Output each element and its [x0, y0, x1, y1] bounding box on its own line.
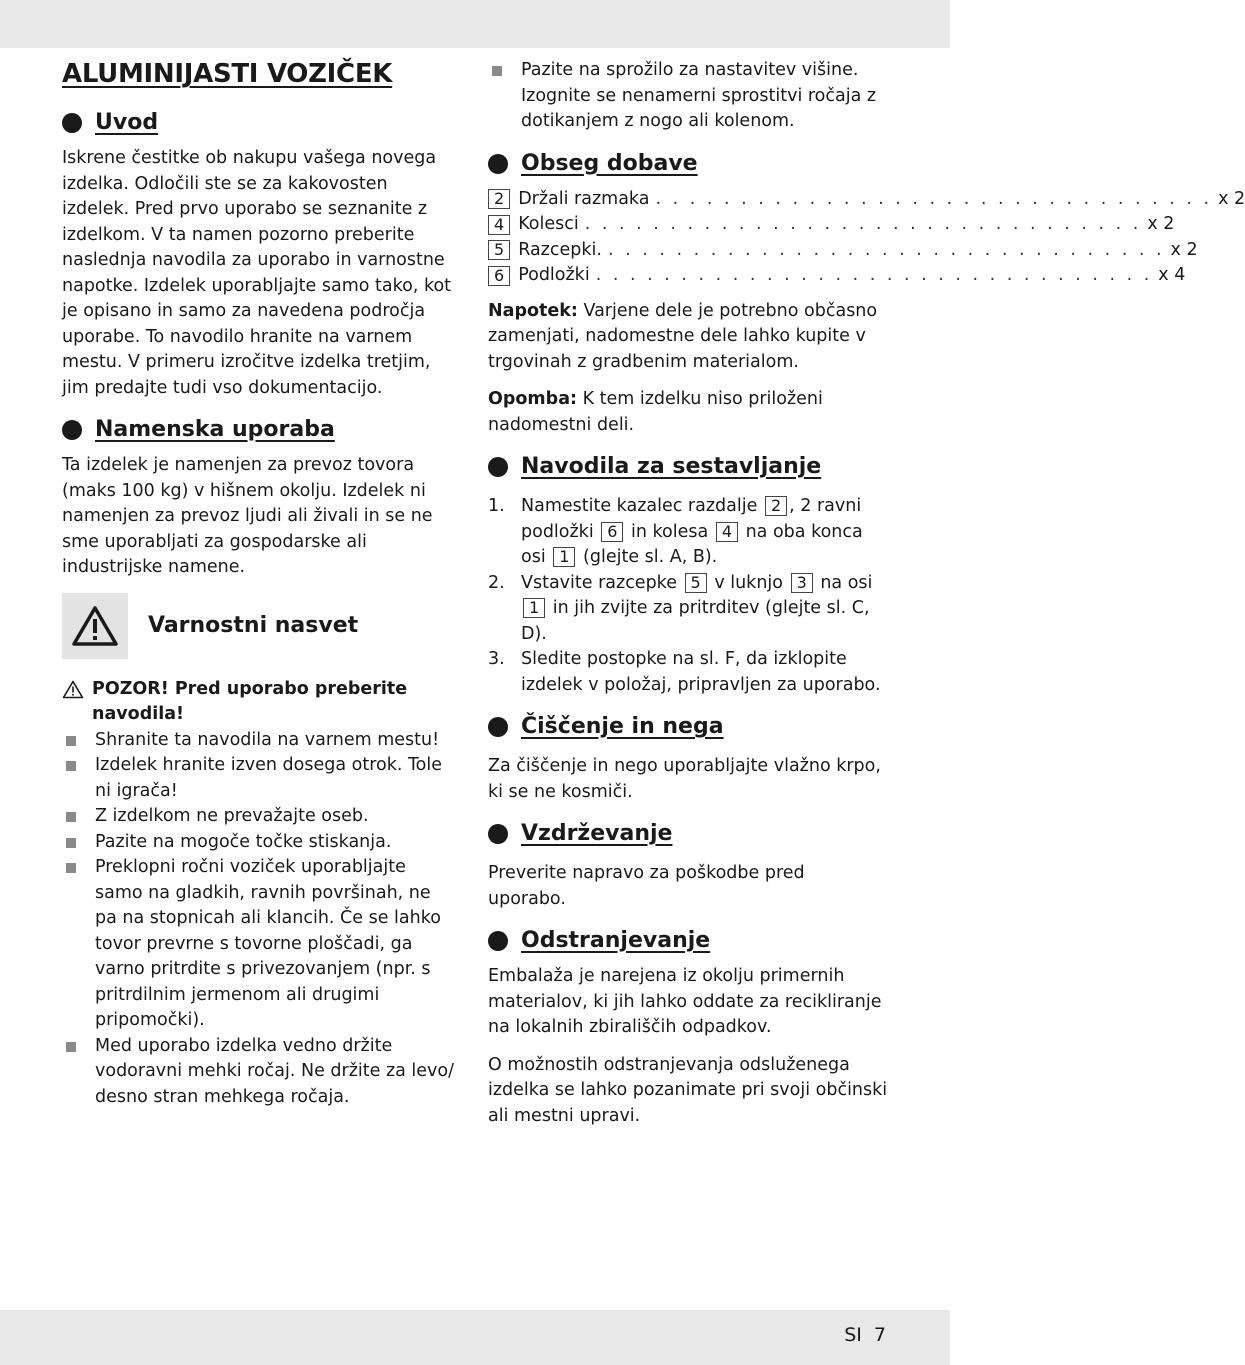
bullet-dot-icon	[488, 457, 508, 477]
remark-paragraph	[488, 387, 888, 438]
part-name: Podložki	[518, 265, 590, 285]
part-name: Razcepki.	[518, 239, 602, 260]
part-number: 6	[601, 522, 623, 542]
square-bullet-icon	[492, 66, 502, 76]
part-number: 1	[523, 598, 545, 618]
scope-row	[488, 238, 1198, 264]
leader-dots: . . . . . . . . . . . . . . . . . . . . . . . . . . . . . . . . .	[584, 214, 1142, 234]
step-item: 1. Namestite kazalec razdalje 2 , 2 ravni podložki 6 in kolesa 4 na oba konca osi 1 (glejte sl. A, B).	[488, 496, 863, 567]
list-item: Pazite na sprožilo za nastavitev višine. Izognite se nenamerni sprostitvi ročaja z dotikanjem z nogo ali kolenom.	[488, 58, 888, 135]
bullet-dot-icon	[488, 154, 508, 174]
square-bullet-icon	[66, 1042, 76, 1052]
list-item: Preklopni ročni voziček uporabljajte samo na gladkih, ravnih površinah, ne pa na stopnicah ali klancih. Če se lahko tovor prevrne s tovorne ploščadi, ga varno pritrdite s privezovanjem (npr. s pritrdilnim jermenom ali drugimi pripomočki).	[62, 855, 458, 1034]
list-item: Izdelek hranite izven dosega otrok. Tole ni igrača!	[62, 753, 458, 804]
square-bullet-icon	[66, 736, 76, 746]
part-name: Kolesci	[518, 214, 579, 234]
section-title: Uvod	[95, 110, 159, 135]
page-footer	[832, 1323, 886, 1349]
part-number: 2	[765, 496, 787, 516]
safety-list	[62, 728, 458, 1111]
page-number: 7	[873, 1324, 886, 1346]
safety-title: Varnostni nasvet	[148, 612, 359, 638]
list-item: Med uporabo izdelka vedno držite vodoravni mehki ročaj. Ne držite za levo/ desno stran mehkega ročaja.	[62, 1034, 458, 1111]
square-bullet-icon	[66, 761, 76, 771]
warning-small-icon	[62, 680, 84, 699]
part-qty: x 2	[1147, 214, 1175, 234]
bottom-band	[0, 1310, 950, 1365]
leader-dots: . . . . . . . . . . . . . . . . . . . . . . . . . . . . . . . . .	[655, 188, 1213, 209]
section-title: Namenska uporaba	[95, 417, 335, 442]
bullet-dot-icon	[488, 931, 508, 951]
step-item: 3. Sledite postopke na sl. F, da izklopite izdelek v položaj, pripravljen za uporabo.	[488, 649, 881, 695]
section-heading-disposal	[488, 926, 888, 956]
section-heading-assembly	[488, 452, 888, 482]
part-number: 5	[685, 573, 707, 593]
leader-dots: . . . . . . . . . . . . . . . . . . . . . . . . . . . . . . . . .	[607, 239, 1165, 260]
safety-heading	[62, 593, 458, 659]
left-column	[62, 54, 458, 1110]
part-number: 6	[488, 266, 510, 286]
safety-list-continued	[488, 58, 888, 135]
remark-text: K tem izdelku niso priloženi nadomestni deli.	[488, 389, 823, 435]
maintenance-text: Preverite napravo za poškodbe pred uporabo.	[488, 863, 805, 909]
caution-notice	[62, 677, 458, 728]
note-paragraph	[488, 299, 888, 376]
remark-label: Opomba:	[488, 389, 577, 409]
disposal-text: O možnostih odstranjevanja odsluženega izdelka se lahko pozanimate pri svoji občinski ali mestni upravi.	[488, 1054, 888, 1126]
cleaning-text: Za čiščenje in nego uporabljajte vlažno krpo, ki se ne kosmiči.	[488, 756, 881, 802]
part-number: 1	[553, 547, 575, 567]
section-title: Navodila za sestavljanje	[521, 454, 822, 479]
scope-row	[488, 187, 1245, 213]
right-column	[488, 54, 1245, 1141]
page-title: ALUMINIJASTI VOZIČEK	[62, 59, 393, 89]
bullet-dot-icon	[62, 113, 82, 133]
part-name: Držali razmaka	[518, 188, 650, 209]
language-code: SI	[844, 1324, 862, 1346]
intended-use-text: Ta izdelek je namenjen za prevoz tovora (maks 100 kg) v hišnem okolju. Izdelek ni namenjen za prevoz ljudi ali živali in se ne sme uporabljati za gospodarske ali industrijske namene.	[62, 455, 433, 577]
section-title: Vzdrževanje	[521, 821, 673, 846]
top-band	[0, 0, 950, 48]
part-number: 5	[488, 240, 510, 260]
part-qty: x 2	[1218, 188, 1245, 209]
scope-row	[488, 263, 1186, 289]
disposal-text: Embalaža je narejena iz okolju primernih materialov, ki jih lahko oddate za recikliranje na lokalnih zbirališčih odpadkov.	[488, 966, 882, 1037]
section-title: Čiščenje in nega	[521, 714, 724, 739]
bullet-dot-icon	[62, 420, 82, 440]
bullet-dot-icon	[488, 717, 508, 737]
section-title: Obseg dobave	[521, 150, 698, 176]
list-item: Z izdelkom ne prevažajte oseb.	[62, 804, 458, 830]
section-title: Odstranjevanje	[521, 928, 711, 953]
note-text: Varjene dele je potrebno občasno zamenjati, nadomestne dele lahko kupite v trgovinah z gradbenim materialom.	[488, 300, 878, 372]
leader-dots: . . . . . . . . . . . . . . . . . . . . . . . . . . . . . . . . .	[595, 265, 1153, 285]
list-item: Shranite ta navodila na varnem mestu!	[62, 728, 458, 754]
bullet-dot-icon	[488, 824, 508, 844]
caution-text: POZOR! Pred uporabo preberite navodila!	[92, 678, 408, 724]
warning-triangle-icon	[62, 593, 128, 659]
scope-row	[488, 212, 1175, 238]
list-item: Pazite na mogoče točke stiskanja.	[62, 830, 458, 856]
section-heading-cleaning	[488, 712, 888, 742]
square-bullet-icon	[66, 812, 76, 822]
part-qty: x 2	[1170, 239, 1198, 260]
section-heading-scope	[488, 149, 888, 179]
section-heading-intro	[62, 108, 458, 138]
assembly-steps	[488, 494, 888, 698]
step-item: 2. Vstavite razcepke 5 v luknjo 3 na osi 1 in jih zvijte za pritrditev (glejte sl. C, D).	[488, 572, 873, 644]
section-heading-intended-use	[62, 415, 458, 445]
square-bullet-icon	[66, 863, 76, 873]
part-number: 4	[488, 215, 510, 235]
square-bullet-icon	[66, 838, 76, 848]
note-label: Napotek:	[488, 300, 578, 321]
intro-text: Iskrene čestitke ob nakupu vašega novega izdelka. Odločili ste se za kakovosten izdelek. Pred prvo uporabo se seznanite z izdelkom. V ta namen pozorno preberite naslednja navodila za uporabo in varnostne napotke. Izdelek uporabljajte samo tako, kot je opisano in samo za navedena področja uporabe. To navodilo hranite na varnem mestu. V primeru izročitve izdelka tretjim, jim predajte tudi vso dokumentacijo.	[62, 148, 452, 398]
part-number: 2	[488, 189, 510, 209]
part-number: 3	[791, 573, 813, 593]
scope-list	[488, 187, 1245, 289]
section-heading-maintenance	[488, 819, 888, 849]
part-qty: x 4	[1158, 265, 1186, 285]
part-number: 4	[716, 522, 738, 542]
